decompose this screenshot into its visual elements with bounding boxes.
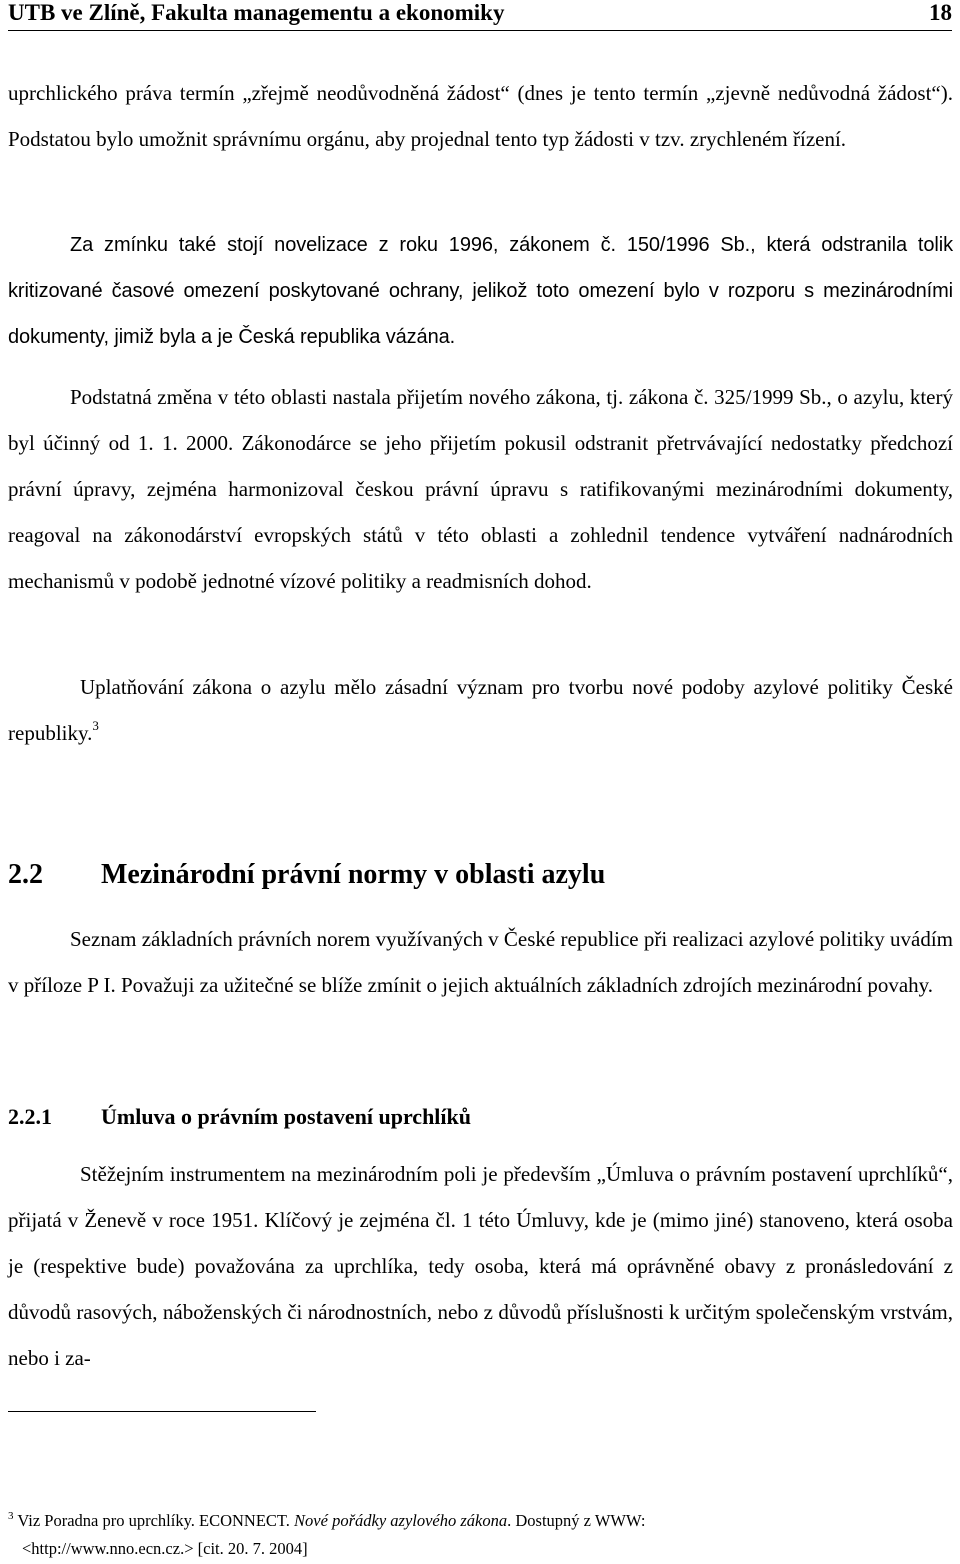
paragraph-2 (8, 222, 953, 360)
paragraph-5-text: Seznam základních právních norem využívaných v České republice při realizaci azylové politiky uvádím v příloze P I. Považuji za užitečné se blíže zmínit o jejich aktuálních základních zdrojích mezinárodní povahy. (8, 927, 953, 997)
paragraph-1 (8, 70, 953, 162)
section-number: 2.2 (8, 859, 43, 890)
page-header (8, 0, 952, 31)
subsection-title: Úmluva o právním postavení uprchlíků (101, 1104, 472, 1129)
paragraph-4 (8, 664, 953, 759)
footnote-italic-title: Nové pořádky azylového zákona (294, 1511, 508, 1530)
page-number: 18 (929, 0, 952, 25)
subsection-number: 2.2.1 (8, 1104, 52, 1129)
section-title: Mezinárodní právní normy v oblasti azylu (101, 859, 606, 890)
footnote-text-before: Viz Poradna pro uprchlíky. ECONNECT. (17, 1511, 290, 1530)
footnote (8, 1508, 953, 1562)
subsection-heading (8, 1094, 471, 1140)
section-heading (8, 852, 605, 898)
footnote-text-after: . Dostupný z WWW: (507, 1511, 646, 1530)
paragraph-5 (8, 916, 953, 1008)
paragraph-6-text: Stěžejním instrumentem na mezinárodním poli je především „Úmluva o právním postavení uprchlíků“, přijatá v Ženevě v roce 1951. Klíčový je zejména čl. 1 této Úmluvy, kde je (mimo jiné) stanoveno, která osoba je (respektive bude) považována za uprchlíka, tedy osoba, která má oprávněné obavy z pronásledování z důvodů rasových, náboženských či národnostních, nebo z důvodů příslušnosti k určitým společenským vrstvám, nebo i za- (8, 1162, 953, 1370)
paragraph-6 (8, 1151, 953, 1381)
paragraph-3-text: Podstatná změna v této oblasti nastala přijetím nového zákona, tj. zákona č. 325/1999 Sb., o azylu, který byl účinný od 1. 1. 2000. Zákonodárce se jeho přijetím pokusil odstranit přetrvávající nedostatky předchozí právní úpravy, zejména harmonizoval českou právní úpravu s ratifikovanými mezinárodními dokumenty, reagoval na zákonodárství evropských států v této oblasti a zohlednil tendence vytváření nadnárodních mechanismů v podobě jednotné vízové politiky a readmisních dohod. (8, 385, 953, 593)
header-title: UTB ve Zlíně, Fakulta managementu a ekonomiky (8, 0, 505, 25)
paragraph-1-text: uprchlického práva termín „zřejmě neodůvodněná žádost“ (dnes je tento termín „zjevně nedůvodná žádost“). Podstatou bylo umožnit správnímu orgánu, aby projednal tento typ žádosti v tzv. zrychleném řízení. (8, 81, 953, 151)
footnote-separator (8, 1411, 316, 1412)
footnote-mark: 3 (8, 1510, 14, 1522)
footnote-reference: 3 (92, 718, 99, 733)
paragraph-2-text: Za zmínku také stojí novelizace z roku 1996, zákonem č. 150/1996 Sb., která odstranila tolik kritizované časové omezení poskytované ochrany, jelikož toto omezení bylo v rozporu s mezinárodními dokumenty, jimiž byla a je Česká republika vázána. (8, 234, 953, 348)
footnote-source-link: <http://www.nno.ecn.cz.> [cit. 20. 7. 2004] (22, 1539, 308, 1558)
paragraph-3 (8, 374, 953, 604)
paragraph-4-text: Uplatňování zákona o azylu mělo zásadní význam pro tvorbu nové podoby azylové politiky České republiky. (8, 675, 953, 745)
